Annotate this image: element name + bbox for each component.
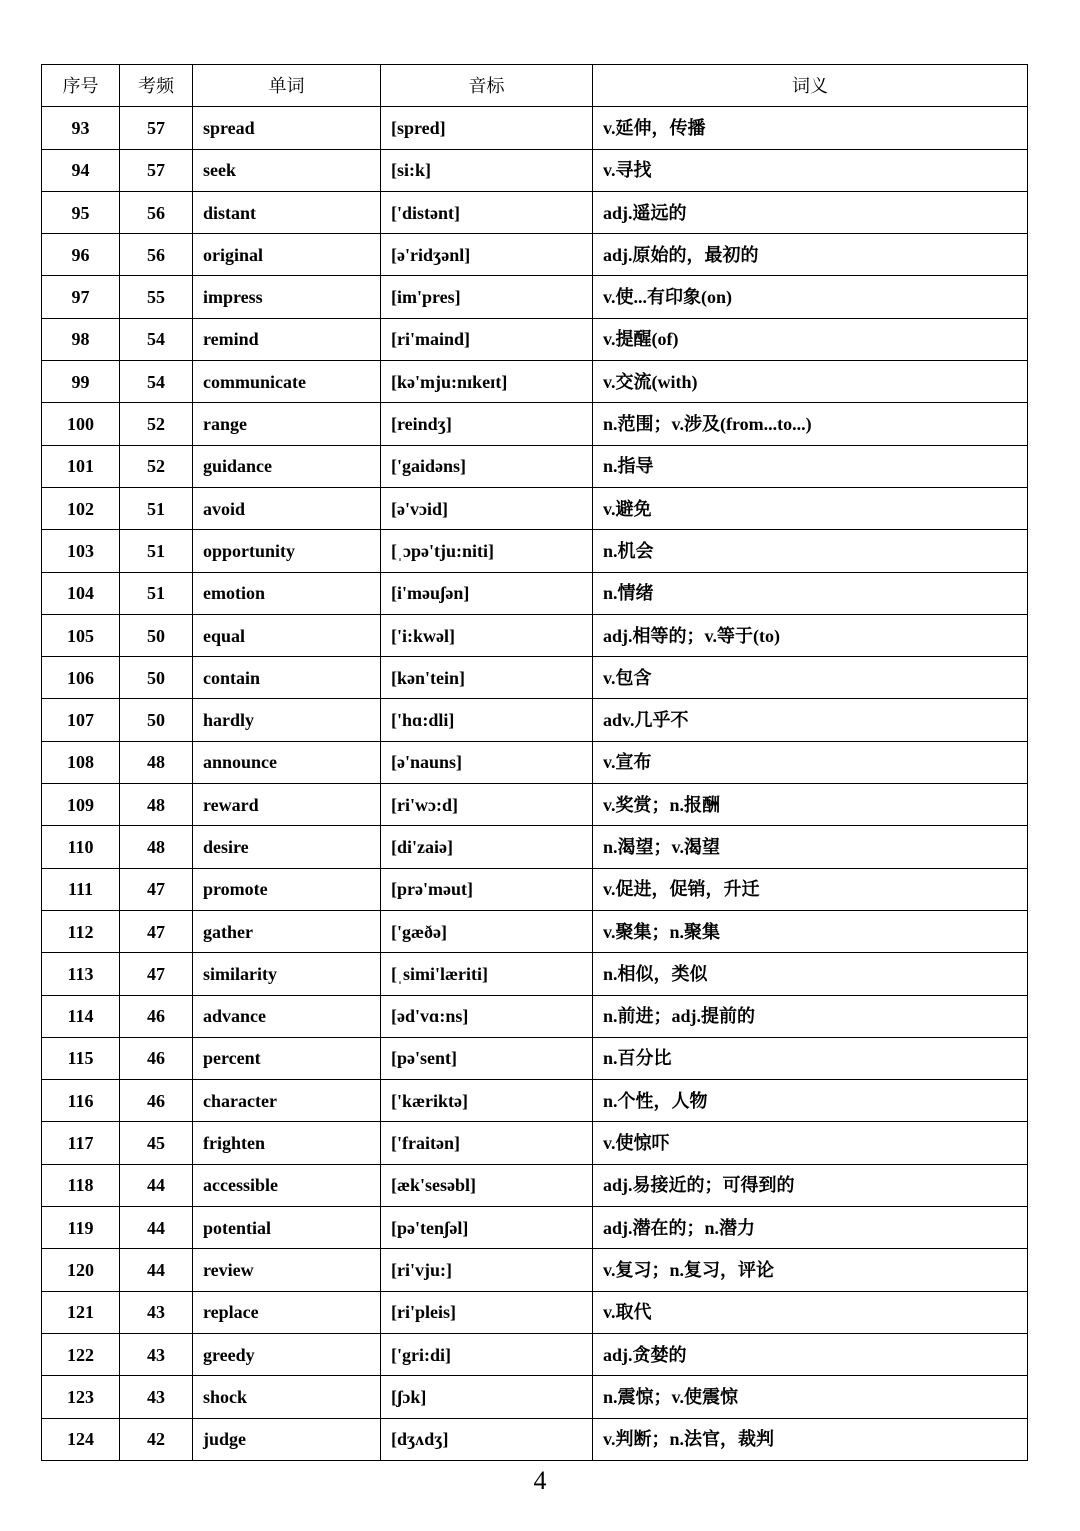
cell-frequency: 56: [120, 191, 193, 233]
cell-phonetic: [ri'wɔ:d]: [381, 784, 593, 826]
cell-word: communicate: [193, 361, 381, 403]
cell-word: similarity: [193, 953, 381, 995]
table-row: [42, 741, 1028, 783]
cell-definition: n.渴望；v.渴望: [593, 826, 1028, 868]
cell-frequency: 54: [120, 318, 193, 360]
cell-phonetic: [di'zaiə]: [381, 826, 593, 868]
cell-number: 116: [42, 1080, 120, 1122]
cell-definition: n.相似，类似: [593, 953, 1028, 995]
table-row: [42, 1249, 1028, 1291]
cell-word: equal: [193, 614, 381, 656]
cell-number: 101: [42, 445, 120, 487]
cell-word: distant: [193, 191, 381, 233]
header-number: 序号: [42, 65, 120, 107]
cell-number: 112: [42, 910, 120, 952]
cell-definition: v.包含: [593, 657, 1028, 699]
cell-number: 100: [42, 403, 120, 445]
cell-word: original: [193, 234, 381, 276]
cell-word: announce: [193, 741, 381, 783]
cell-definition: v.延伸，传播: [593, 107, 1028, 149]
cell-number: 121: [42, 1291, 120, 1333]
table-row: [42, 1291, 1028, 1333]
cell-frequency: 47: [120, 868, 193, 910]
cell-number: 117: [42, 1122, 120, 1164]
cell-definition: v.复习；n.复习，评论: [593, 1249, 1028, 1291]
cell-word: seek: [193, 149, 381, 191]
cell-word: desire: [193, 826, 381, 868]
cell-number: 113: [42, 953, 120, 995]
cell-phonetic: ['gæðə]: [381, 910, 593, 952]
table-row: [42, 1080, 1028, 1122]
cell-definition: v.使惊吓: [593, 1122, 1028, 1164]
cell-frequency: 45: [120, 1122, 193, 1164]
cell-number: 94: [42, 149, 120, 191]
table-row: [42, 1333, 1028, 1375]
table-row: [42, 572, 1028, 614]
cell-definition: n.震惊；v.使震惊: [593, 1376, 1028, 1418]
cell-phonetic: [i'məuʃən]: [381, 572, 593, 614]
table-row: [42, 1037, 1028, 1079]
table-row: [42, 276, 1028, 318]
table-row: [42, 910, 1028, 952]
cell-number: 123: [42, 1376, 120, 1418]
cell-definition: adj.贪婪的: [593, 1333, 1028, 1375]
table-row: [42, 530, 1028, 572]
cell-number: 99: [42, 361, 120, 403]
cell-number: 97: [42, 276, 120, 318]
cell-frequency: 48: [120, 826, 193, 868]
cell-definition: n.前进；adj.提前的: [593, 995, 1028, 1037]
cell-word: opportunity: [193, 530, 381, 572]
table-row: [42, 1418, 1028, 1460]
cell-definition: v.判断；n.法官，裁判: [593, 1418, 1028, 1460]
cell-frequency: 47: [120, 910, 193, 952]
cell-frequency: 57: [120, 149, 193, 191]
cell-phonetic: [ə'vɔid]: [381, 487, 593, 529]
cell-definition: adv.几乎不: [593, 699, 1028, 741]
table-row: [42, 1164, 1028, 1206]
table-row: [42, 487, 1028, 529]
cell-definition: v.聚集；n.聚集: [593, 910, 1028, 952]
cell-number: 114: [42, 995, 120, 1037]
cell-word: shock: [193, 1376, 381, 1418]
cell-frequency: 44: [120, 1164, 193, 1206]
cell-phonetic: [kən'tein]: [381, 657, 593, 699]
cell-phonetic: [əd'vɑ:ns]: [381, 995, 593, 1037]
cell-definition: n.指导: [593, 445, 1028, 487]
cell-frequency: 46: [120, 995, 193, 1037]
cell-phonetic: [æk'sesəbl]: [381, 1164, 593, 1206]
table-row: [42, 784, 1028, 826]
table-row: [42, 107, 1028, 149]
cell-phonetic: [ʃɔk]: [381, 1376, 593, 1418]
cell-definition: adj.易接近的；可得到的: [593, 1164, 1028, 1206]
cell-number: 118: [42, 1164, 120, 1206]
cell-definition: n.范围；v.涉及(from...to...): [593, 403, 1028, 445]
cell-phonetic: [si:k]: [381, 149, 593, 191]
cell-definition: adj.原始的，最初的: [593, 234, 1028, 276]
cell-number: 109: [42, 784, 120, 826]
cell-frequency: 48: [120, 784, 193, 826]
cell-phonetic: [ˌsimi'læriti]: [381, 953, 593, 995]
cell-word: reward: [193, 784, 381, 826]
cell-frequency: 44: [120, 1249, 193, 1291]
cell-word: remind: [193, 318, 381, 360]
cell-phonetic: [ri'vju:]: [381, 1249, 593, 1291]
cell-frequency: 43: [120, 1333, 193, 1375]
cell-phonetic: ['distənt]: [381, 191, 593, 233]
cell-frequency: 54: [120, 361, 193, 403]
cell-number: 124: [42, 1418, 120, 1460]
cell-definition: v.交流(with): [593, 361, 1028, 403]
cell-word: advance: [193, 995, 381, 1037]
cell-frequency: 43: [120, 1291, 193, 1333]
cell-frequency: 47: [120, 953, 193, 995]
table-row: [42, 657, 1028, 699]
cell-definition: n.百分比: [593, 1037, 1028, 1079]
cell-phonetic: [reindʒ]: [381, 403, 593, 445]
cell-definition: v.使...有印象(on): [593, 276, 1028, 318]
cell-number: 93: [42, 107, 120, 149]
cell-word: range: [193, 403, 381, 445]
cell-phonetic: [kə'mju:nɪkeɪt]: [381, 361, 593, 403]
table-row: [42, 1207, 1028, 1249]
table-row: [42, 445, 1028, 487]
cell-definition: v.奖赏；n.报酬: [593, 784, 1028, 826]
header-word: 单词: [193, 65, 381, 107]
cell-word: character: [193, 1080, 381, 1122]
cell-phonetic: [ri'pleis]: [381, 1291, 593, 1333]
cell-phonetic: ['fraitən]: [381, 1122, 593, 1164]
cell-frequency: 50: [120, 699, 193, 741]
cell-phonetic: [im'pres]: [381, 276, 593, 318]
table-row: [42, 868, 1028, 910]
cell-word: replace: [193, 1291, 381, 1333]
cell-definition: n.个性，人物: [593, 1080, 1028, 1122]
cell-number: 106: [42, 657, 120, 699]
cell-definition: adj.遥远的: [593, 191, 1028, 233]
table-row: [42, 614, 1028, 656]
cell-definition: v.促进，促销，升迁: [593, 868, 1028, 910]
cell-definition: n.机会: [593, 530, 1028, 572]
table-row: [42, 361, 1028, 403]
cell-word: promote: [193, 868, 381, 910]
table-row: [42, 826, 1028, 868]
cell-phonetic: [ə'nauns]: [381, 741, 593, 783]
table-row: [42, 403, 1028, 445]
cell-word: hardly: [193, 699, 381, 741]
cell-number: 122: [42, 1333, 120, 1375]
cell-frequency: 46: [120, 1080, 193, 1122]
cell-word: gather: [193, 910, 381, 952]
cell-definition: adj.相等的；v.等于(to): [593, 614, 1028, 656]
table-row: [42, 149, 1028, 191]
cell-number: 96: [42, 234, 120, 276]
cell-frequency: 50: [120, 657, 193, 699]
cell-frequency: 50: [120, 614, 193, 656]
cell-frequency: 51: [120, 572, 193, 614]
cell-word: guidance: [193, 445, 381, 487]
cell-number: 103: [42, 530, 120, 572]
cell-frequency: 48: [120, 741, 193, 783]
table-row: [42, 1122, 1028, 1164]
cell-frequency: 51: [120, 487, 193, 529]
table-row: [42, 1376, 1028, 1418]
cell-number: 120: [42, 1249, 120, 1291]
cell-definition: v.取代: [593, 1291, 1028, 1333]
cell-number: 119: [42, 1207, 120, 1249]
cell-definition: n.情绪: [593, 572, 1028, 614]
cell-word: percent: [193, 1037, 381, 1079]
cell-number: 95: [42, 191, 120, 233]
cell-number: 105: [42, 614, 120, 656]
table-row: [42, 191, 1028, 233]
cell-frequency: 52: [120, 445, 193, 487]
cell-phonetic: ['gaidəns]: [381, 445, 593, 487]
page-number: 4: [533, 1466, 547, 1495]
cell-word: avoid: [193, 487, 381, 529]
vocabulary-table: [41, 64, 1028, 1461]
cell-phonetic: [ˌɔpə'tju:niti]: [381, 530, 593, 572]
cell-phonetic: ['hɑ:dli]: [381, 699, 593, 741]
cell-phonetic: [pə'sent]: [381, 1037, 593, 1079]
header-phonetic: 音标: [381, 65, 593, 107]
cell-number: 110: [42, 826, 120, 868]
cell-frequency: 46: [120, 1037, 193, 1079]
table-row: [42, 234, 1028, 276]
cell-definition: v.避免: [593, 487, 1028, 529]
table-row: [42, 953, 1028, 995]
cell-word: impress: [193, 276, 381, 318]
cell-number: 102: [42, 487, 120, 529]
header-frequency: 考频: [120, 65, 193, 107]
cell-word: frighten: [193, 1122, 381, 1164]
cell-definition: v.提醒(of): [593, 318, 1028, 360]
header-definition: 词义: [593, 65, 1028, 107]
cell-definition: v.寻找: [593, 149, 1028, 191]
cell-phonetic: [ə'ridʒənl]: [381, 234, 593, 276]
cell-word: review: [193, 1249, 381, 1291]
cell-word: potential: [193, 1207, 381, 1249]
table-row: [42, 318, 1028, 360]
cell-word: judge: [193, 1418, 381, 1460]
table-row: [42, 699, 1028, 741]
cell-number: 111: [42, 868, 120, 910]
cell-number: 98: [42, 318, 120, 360]
cell-frequency: 52: [120, 403, 193, 445]
cell-frequency: 56: [120, 234, 193, 276]
cell-frequency: 51: [120, 530, 193, 572]
cell-frequency: 42: [120, 1418, 193, 1460]
cell-phonetic: ['kæriktə]: [381, 1080, 593, 1122]
cell-frequency: 44: [120, 1207, 193, 1249]
cell-number: 108: [42, 741, 120, 783]
cell-number: 104: [42, 572, 120, 614]
header-row: [42, 65, 1028, 107]
cell-word: emotion: [193, 572, 381, 614]
cell-frequency: 57: [120, 107, 193, 149]
cell-phonetic: [pə'tenʃəl]: [381, 1207, 593, 1249]
table-row: [42, 995, 1028, 1037]
cell-frequency: 43: [120, 1376, 193, 1418]
cell-phonetic: ['gri:di]: [381, 1333, 593, 1375]
cell-word: accessible: [193, 1164, 381, 1206]
cell-phonetic: [ri'maind]: [381, 318, 593, 360]
cell-number: 115: [42, 1037, 120, 1079]
cell-phonetic: [spred]: [381, 107, 593, 149]
cell-phonetic: [dʒʌdʒ]: [381, 1418, 593, 1460]
cell-word: greedy: [193, 1333, 381, 1375]
cell-word: contain: [193, 657, 381, 699]
cell-phonetic: ['i:kwəl]: [381, 614, 593, 656]
table-body: [42, 107, 1028, 1461]
cell-number: 107: [42, 699, 120, 741]
cell-definition: v.宣布: [593, 741, 1028, 783]
cell-definition: adj.潜在的；n.潜力: [593, 1207, 1028, 1249]
cell-phonetic: [prə'məut]: [381, 868, 593, 910]
cell-frequency: 55: [120, 276, 193, 318]
cell-word: spread: [193, 107, 381, 149]
